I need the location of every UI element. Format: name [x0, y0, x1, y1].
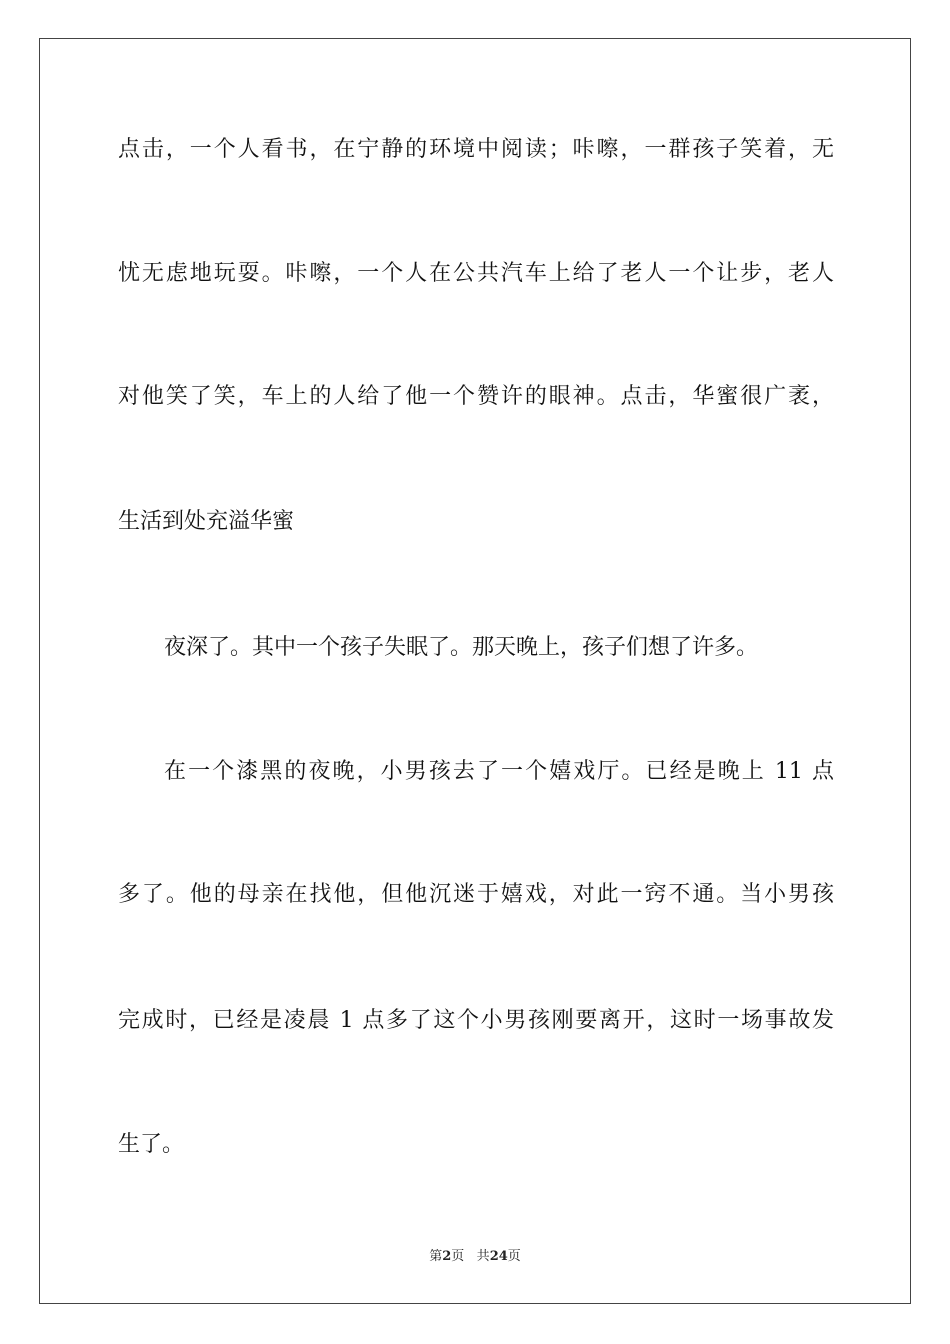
- paragraph-line-3: 对他笑了笑，车上的人给了他一个赞许的眼神。点击，华蜜很广袤，: [118, 384, 834, 409]
- paragraph-line-8: 完成时，已经是凌晨 1 点多了这个小男孩刚要离开，这时一场事故发: [118, 1008, 834, 1033]
- paragraph-line-6: 在一个漆黑的夜晚，小男孩去了一个嬉戏厅。已经是晚上 11 点: [164, 759, 834, 784]
- total-prefix: 共: [476, 1249, 490, 1264]
- page-border: [39, 38, 911, 1304]
- total-pages: 24: [489, 1249, 508, 1264]
- page-footer: [0, 1248, 950, 1266]
- paragraph-line-9: 生了。: [118, 1132, 185, 1157]
- page-prefix: 第: [429, 1249, 443, 1264]
- paragraph-line-2: 忧无虑地玩耍。咔嚓，一个人在公共汽车上给了老人一个让步，老人: [118, 261, 834, 286]
- paragraph-line-4: 生活到处充溢华蜜: [118, 509, 295, 534]
- paragraph-line-5: 夜深了。其中一个孩子失眠了。那天晚上，孩子们想了许多。: [164, 635, 759, 660]
- page-number: 2: [442, 1249, 452, 1264]
- page-suffix: 页: [451, 1249, 465, 1264]
- paragraph-line-7: 多了。他的母亲在找他，但他沉迷于嬉戏，对此一窍不通。当小男孩: [118, 882, 834, 907]
- total-suffix: 页: [507, 1249, 521, 1264]
- paragraph-line-1: 点击，一个人看书，在宁静的环境中阅读；咔嚓，一群孩子笑着，无: [118, 137, 834, 162]
